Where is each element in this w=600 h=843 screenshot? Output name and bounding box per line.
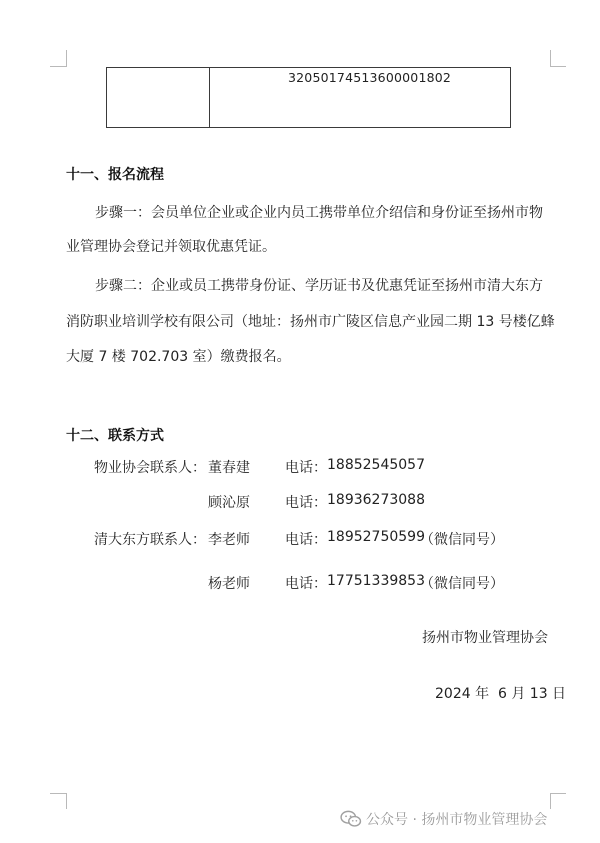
step2-line2: 消防职业培训学校有限公司（地址：扬州市广陵区信息产业园二期 13 号楼亿蜂 [66,314,555,330]
contact-org: 清大东方联系人： [94,532,206,548]
step2-line1: 步骤二：企业或员工携带身份证、学历证书及优惠凭证至扬州市清大东方 [95,278,543,294]
section-title-registration: 十一、报名流程 [66,167,164,183]
table-cell-account-number: 32050174513600001802 [288,70,452,85]
crop-mark-bottom-right-h [550,793,566,794]
info-table [106,67,511,128]
contact-phone-label: 电话： [285,460,327,476]
contact-org: 物业协会联系人： [94,460,206,476]
table-column-divider [209,68,210,127]
crop-mark-bottom-left-v [66,793,67,809]
wechat-account-watermark [340,808,547,830]
contact-note: （微信同号） [420,576,504,592]
step2-line3: 大厦 7 楼 702.703 室）缴费报名。 [66,349,291,365]
contact-phone: 18952750599 [327,529,425,545]
contact-phone-label: 电话： [285,495,327,511]
contact-phone: 18852545057 [327,457,425,473]
section-title-contact: 十二、联系方式 [66,428,164,444]
crop-mark-top-right-h [550,66,566,67]
contact-name: 杨老师 [208,576,250,592]
step1-line1: 步骤一：会员单位企业或企业内员工携带单位介绍信和身份证至扬州市物 [95,205,543,221]
crop-mark-top-left-v [66,50,67,67]
contact-phone-label: 电话： [285,532,327,548]
contact-note: （微信同号） [420,532,504,548]
crop-mark-bottom-left-h [50,793,66,794]
contact-phone: 18936273088 [327,492,425,508]
signature-date: 2024 年 6 月 13 日 [435,686,567,702]
signature-org: 扬州市物业管理协会 [422,630,548,646]
contact-name: 顾沁原 [208,495,250,511]
contact-name: 李老师 [208,532,250,548]
contact-name: 董春建 [208,460,250,476]
crop-mark-bottom-right-v [550,793,551,809]
crop-mark-top-left-h [50,66,66,67]
watermark-text: 公众号 · 扬州市物业管理协会 [366,812,548,828]
contact-phone-label: 电话： [285,576,327,592]
step1-line2: 业管理协会登记并领取优惠凭证。 [66,239,276,255]
contact-phone: 17751339853 [327,573,425,589]
crop-mark-top-right-v [550,50,551,67]
wechat-icon [340,810,362,828]
